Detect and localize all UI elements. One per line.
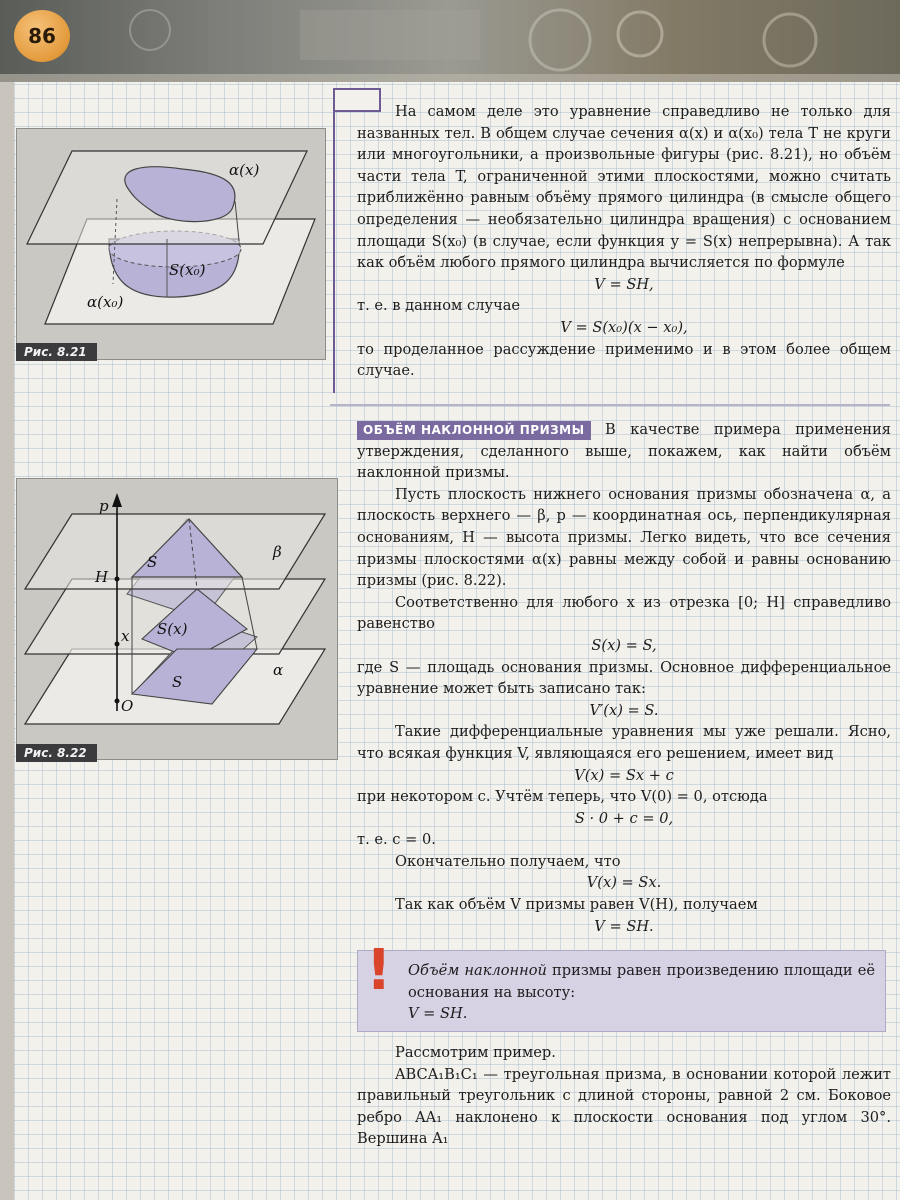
margin-band bbox=[0, 82, 14, 1200]
formula-2: V = S(x₀)(x − x₀), bbox=[560, 318, 688, 336]
rule-text: призмы равен произведению площади её основания на высоту: bbox=[408, 962, 875, 1001]
label-section: S(x₀) bbox=[169, 261, 206, 279]
figure-8-22-caption: Рис. 8.22 bbox=[16, 744, 97, 762]
paragraph-13: Рассмотрим пример. bbox=[395, 1044, 556, 1061]
axis-arrow-icon bbox=[112, 493, 122, 507]
label-beta: β bbox=[273, 543, 282, 561]
paragraph-14: ABCA₁B₁C₁ — треугольная призма, в основании которой лежит правильный треугольник с длиной стороны, равной 2 см. Боковое ребро AA₁ наклонено к плоскости основания под углом 30°. Вершина A₁ bbox=[357, 1065, 891, 1148]
paragraph-3: то проделанное рассуждение применимо и в этом более общем случае. bbox=[357, 340, 891, 380]
paragraph-6: Соответственно для любого x из отрезка [0; H] справедливо равенство bbox=[357, 593, 891, 633]
point-x bbox=[115, 642, 120, 647]
paragraph-4: В качестве примера применения утверждения, сделанного выше, покажем, как найти объём наклонной призмы. bbox=[357, 421, 892, 482]
margin-marker-line bbox=[333, 107, 335, 393]
rule-box bbox=[357, 950, 886, 1032]
paragraph-11: Окончательно получаем, что bbox=[395, 852, 621, 870]
paragraph-9: при некотором c. Учтём теперь, что V(0) = 0, отсюда bbox=[357, 788, 768, 806]
formula-6: S · 0 + c = 0, bbox=[574, 809, 674, 827]
paragraph-12: Так как объём V призмы равен V(H), получаем bbox=[395, 896, 758, 914]
formula-3: S(x) = S, bbox=[591, 636, 657, 654]
figure-8-22-drawing bbox=[17, 479, 337, 759]
section-separator bbox=[330, 404, 890, 406]
formula-7: V(x) = Sx. bbox=[586, 874, 662, 892]
label-o: O bbox=[121, 697, 134, 715]
label-axis-p: p bbox=[99, 497, 109, 515]
rule-formula: V = SH. bbox=[408, 1005, 468, 1023]
formula-8: V = SH. bbox=[594, 917, 654, 935]
section-title: ОБЪЁМ НАКЛОННОЙ ПРИЗМЫ bbox=[357, 421, 591, 440]
figure-8-21-drawing bbox=[17, 129, 325, 359]
label-upper-plane: α(x) bbox=[229, 161, 260, 179]
point-o bbox=[115, 699, 120, 704]
formula-4: V′(x) = S. bbox=[589, 701, 659, 719]
paragraph-1: На самом деле это уравнение справедливо не только для названных тел. В общем случае сечения α(x) и α(x₀) тела T не круги или многоугольники, а произвольные фигуры (рис. 8.21), но объём части тела T, ограниченной этими плоскостями, можно считать приближённо равным объёму прямого цилиндра (в смысле общего определения — необязательно цилиндра вращения) с основанием площади S(x₀) (в случае, если функция y = S(x) непрерывна). А так как объём любого прямого цилиндра вычисляется по формуле bbox=[357, 103, 891, 272]
label-s-bottom: S bbox=[172, 673, 183, 691]
label-x: x bbox=[121, 627, 130, 645]
formula-1: V = SH, bbox=[594, 275, 654, 293]
figure-8-22 bbox=[16, 478, 338, 760]
text-block-top bbox=[357, 101, 891, 382]
label-s-top: S bbox=[147, 553, 158, 571]
text-block-bottom bbox=[357, 1042, 891, 1150]
figure-8-21 bbox=[16, 128, 326, 360]
label-alpha: α bbox=[273, 661, 284, 679]
formula-5: V(x) = Sx + c bbox=[574, 766, 674, 784]
label-h: H bbox=[95, 568, 109, 586]
point-h bbox=[115, 577, 120, 582]
label-s-mid: S(x) bbox=[157, 620, 188, 638]
text-block-main bbox=[357, 419, 891, 937]
header-decoration bbox=[0, 0, 900, 82]
page-header bbox=[0, 0, 900, 82]
paragraph-10: т. е. c = 0. bbox=[357, 831, 436, 849]
label-lower-plane: α(x₀) bbox=[87, 293, 124, 311]
paragraph-8: Такие дифференциальные уравнения мы уже решали. Ясно, что всякая функция V, являющаяся его решением, имеет вид bbox=[357, 723, 891, 762]
paragraph-7: где S — площадь основания призмы. Основное дифференциальное уравнение может быть записано так: bbox=[357, 658, 891, 698]
page-number: 86 bbox=[14, 10, 70, 62]
rule-emphasis: Объём наклонной bbox=[408, 962, 547, 979]
exclamation-icon: ! bbox=[366, 938, 392, 1003]
paragraph-2: т. е. в данном случае bbox=[357, 297, 521, 315]
paragraph-5: Пусть плоскость нижнего основания призмы обозначена α, а плоскость верхнего — β, p — координатная ось, перпендикулярная основаниям, H — высота призмы. Легко видеть, что все сечения призмы плоскостями α(x) равны между собой и равны основанию призмы (рис. 8.22). bbox=[357, 485, 891, 590]
figure-8-21-caption: Рис. 8.21 bbox=[16, 343, 97, 361]
